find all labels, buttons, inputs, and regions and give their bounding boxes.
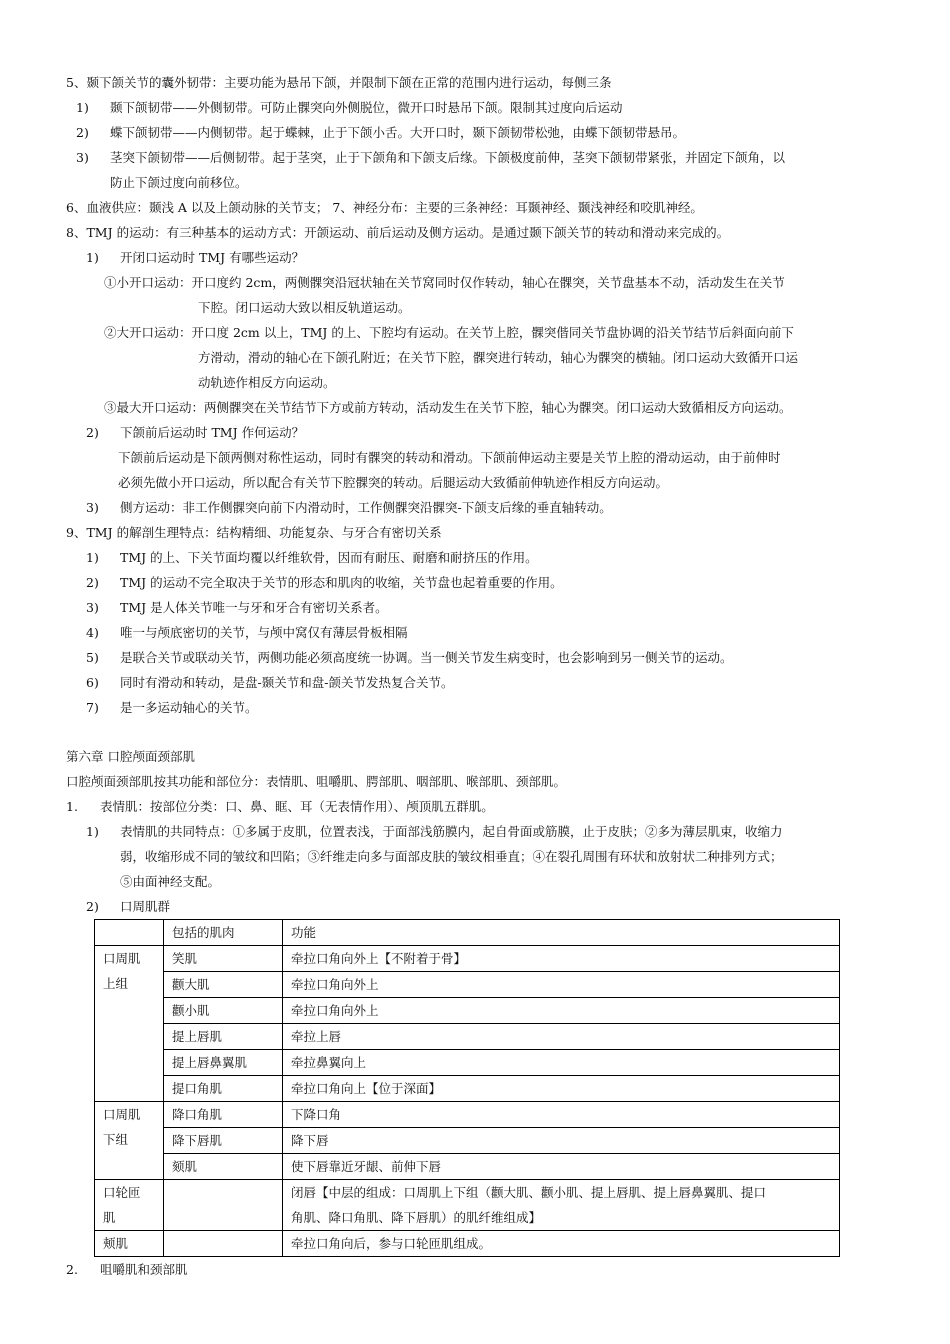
item-number: 4) [86,625,99,640]
item-text: 是联合关节或联动关节，两侧功能必须高度统一协调。当一侧关节发生病变时，也会影响到另一侧关节的运动。 [120,650,733,665]
table-row [95,1102,840,1128]
function-cell: 牵拉口角向外上 [283,998,840,1024]
table-header-row [95,920,840,946]
table-row [95,972,840,998]
function-cell: 牵拉口角向后，参与口轮匝肌组成。 [283,1231,840,1257]
group-label: 下组 [103,1132,129,1147]
muscle-cell: 颏肌 [164,1154,283,1180]
group-cell [95,1180,164,1231]
muscle-cell [164,1180,283,1231]
item-text: 口周肌群 [120,899,171,914]
muscle-cell: 颧小肌 [164,998,283,1024]
item-number: 3) [86,500,99,515]
section-6-7-line: 6、血液供应：颞浅 A 以及上颌动脉的关节支； 7、神经分布：主要的三条神经：耳颞神经、颞浅神经和咬肌神经。 [66,200,703,215]
group-cell [95,1102,164,1180]
list-item [0,695,950,720]
list-item [0,670,950,695]
item-text: TMJ 的运动不完全取决于关节的形态和肌肉的收缩，关节盘也起着重要的作用。 [120,575,563,590]
list-item [0,794,950,819]
item-text: 颞下颌韧带——外侧韧带。可防止髁突向外侧脱位，微开口时悬吊下颌。限制其过度向后运动 [110,100,623,115]
list-item [0,145,950,170]
list-item [0,120,950,145]
spacer [0,720,950,744]
function-cell: 牵拉口角向外上【不附着于骨】 [283,946,840,972]
table-row [95,1050,840,1076]
muscle-cell [164,1231,283,1257]
small-opening-cont: 下腔。闭口运动大致以相反轨道运动。 [198,300,411,315]
muscle-cell: 提口角肌 [164,1076,283,1102]
item-text: 蝶下颌韧带——内侧韧带。起于蝶棘，止于下颌小舌。大开口时，颞下颌韧带松弛，由蝶下颌韧带悬吊。 [110,125,686,140]
function-cell: 下降口角 [283,1102,840,1128]
header-cell [95,920,164,946]
item-text: 表情肌：按部位分类：口、鼻、眶、耳（无表情作用）、颅顶肌五群肌。 [100,799,494,814]
table-row [95,1076,840,1102]
item-number: 1) [86,550,99,565]
table-row [95,1024,840,1050]
group-label: 口周肌 [103,951,141,966]
list-item [0,1257,950,1282]
small-opening-line: ①小开口运动：开口度约 2cm，两侧髁突沿冠状轴在关节窝同时仅作转动，轴心在髁突，关节盘基本不动，活动发生在关节 [104,275,785,290]
table-row [95,946,840,972]
large-opening-line: ②大开口运动：开口度 2cm 以上，TMJ 的上、下腔均有运动。在关节上腔，髁突偕同关节盘协调的沿关节结节后斜面向前下 [104,325,794,340]
list-item [0,95,950,120]
function-cell: 牵拉上唇 [283,1024,840,1050]
list-item [0,245,950,270]
item-number: 3) [86,600,99,615]
list-item [0,545,950,570]
chapter-intro: 口腔颅面颈部肌按其功能和部位分：表情肌、咀嚼肌、腭部肌、咽部肌、喉部肌、颈部肌。 [66,774,567,789]
group-label: 上组 [103,976,129,991]
function-cell [283,1180,840,1231]
max-opening-line: ③最大开口运动：两侧髁突在关节结节下方或前方转动，活动发生在关节下腔，轴心为髁突。闭口运动大致循相反方向运动。 [104,400,792,415]
list-item [0,420,950,445]
answer-line: 下颌前后运动是下颌两侧对称性运动，同时有髁突的转动和滑动。下颌前伸运动主要是关节上腔的滑动运动，由于前伸时 [118,450,781,465]
item-text: 开闭口运动时 TMJ 有哪些运动？ [120,250,305,265]
function-cell: 降下唇 [283,1128,840,1154]
item-text: 侧方运动：非工作侧髁突向前下内滑动时，工作侧髁突沿髁突-下颌支后缘的垂直轴转动。 [120,500,612,515]
item-continuation: ⑤由面神经支配。 [120,874,221,889]
document-page [0,70,950,1282]
list-item [0,495,950,520]
function-cell: 使下唇靠近牙龈、前伸下唇 [283,1154,840,1180]
item-number: 7) [86,700,99,715]
table-row [95,1154,840,1180]
item-number: 2) [76,125,89,140]
item-text: TMJ 是人体关节唯一与牙和牙合有密切关系者。 [120,600,388,615]
section-5-heading: 5、颞下颌关节的囊外韧带：主要功能为悬吊下颌，并限制下颌在正常的范围内进行运动，每侧三条 [66,75,612,90]
list-item [0,620,950,645]
function-cell: 牵拉鼻翼向上 [283,1050,840,1076]
answer-line: 必须先做小开口运动，所以配合有关节下腔髁突的转动。后腿运动大致循前伸轨迹作相反方向运动。 [118,475,669,490]
item-text: TMJ 的上、下关节面均覆以纤维软骨，因而有耐压、耐磨和耐挤压的作用。 [120,550,538,565]
header-cell: 包括的肌肉 [164,920,283,946]
item-number: 3) [76,150,89,165]
group-cell [95,946,164,1102]
muscle-cell: 笑肌 [164,946,283,972]
group-label: 口轮匝 [103,1185,141,1200]
header-cell: 功能 [283,920,840,946]
item-continuation: 防止下颌过度向前移位。 [110,175,248,190]
item-text: 茎突下颌韧带——后侧韧带。起于茎突，止于下颌角和下颌支后缘。下颌极度前伸，茎突下颌韧带紧张，并固定下颌角，以 [110,150,786,165]
list-item [0,595,950,620]
function-cell: 牵拉口角向外上 [283,972,840,998]
list-item [0,570,950,595]
function-cell: 牵拉口角向上【位于深面】 [283,1076,840,1102]
item-text: 同时有滑动和转动，是盘-颞关节和盘-颌关节发热复合关节。 [120,675,454,690]
item-number: 2) [86,575,99,590]
item-number: 1) [76,100,89,115]
muscle-cell: 降口角肌 [164,1102,283,1128]
section-9-heading: 9、TMJ 的解剖生理特点：结构精细、功能复杂、与牙合有密切关系 [66,525,442,540]
item-number: 1. [66,799,78,814]
list-item [0,894,950,919]
muscle-cell: 提上唇鼻翼肌 [164,1050,283,1076]
muscle-cell: 降下唇肌 [164,1128,283,1154]
item-number: 2. [66,1262,78,1277]
muscle-cell: 提上唇肌 [164,1024,283,1050]
group-label: 口周肌 [103,1107,141,1122]
group-label: 肌 [103,1210,116,1225]
table-row [95,1180,840,1231]
item-number: 2) [86,899,99,914]
perioral-muscle-table [94,919,840,1257]
section-8-heading: 8、TMJ 的运动：有三种基本的运动方式：开颌运动、前后运动及侧方运动。是通过颞下颌关节的转动和滑动来完成的。 [66,225,730,240]
chapter-title: 第六章 口腔颅面颈部肌 [66,749,195,764]
large-opening-cont: 方滑动，滑动的轴心在下颌孔附近；在关节下腔，髁突进行转动，轴心为髁突的横轴。闭口运动大致循开口运 [198,350,799,365]
table-row [95,1231,840,1257]
item-text: 是一多运动轴心的关节。 [120,700,258,715]
item-number: 2) [86,425,99,440]
item-text: 下颌前后运动时 TMJ 作何运动？ [120,425,305,440]
item-number: 5) [86,650,99,665]
item-number: 1) [86,250,99,265]
large-opening-cont: 动轨迹作相反方向运动。 [198,375,336,390]
muscle-cell: 颧大肌 [164,972,283,998]
list-item [0,819,950,844]
item-number: 6) [86,675,99,690]
function-line: 角肌、降口角肌、降下唇肌）的肌纤维组成】 [291,1210,542,1225]
table-row [95,998,840,1024]
list-item [0,645,950,670]
item-continuation: 弱，收缩形成不同的皱纹和凹陷；③纤维走向多与面部皮肤的皱纹相垂直；④在裂孔周围有环状和放射状二种排列方式； [120,849,783,864]
table-row [95,1128,840,1154]
item-number: 1) [86,824,99,839]
function-line: 闭唇【中层的组成：口周肌上下组（颧大肌、颧小肌、提上唇肌、提上唇鼻翼肌、提口 [291,1185,767,1200]
group-cell: 颊肌 [95,1231,164,1257]
item-text: 表情肌的共同特点：①多属于皮肌，位置表浅，于面部浅筋膜内，起自骨面或筋膜，止于皮肤；②多为薄层肌束，收缩力 [120,824,783,839]
item-text: 咀嚼肌和颈部肌 [100,1262,188,1277]
item-text: 唯一与颅底密切的关节，与颅中窝仅有薄层骨板相隔 [120,625,408,640]
